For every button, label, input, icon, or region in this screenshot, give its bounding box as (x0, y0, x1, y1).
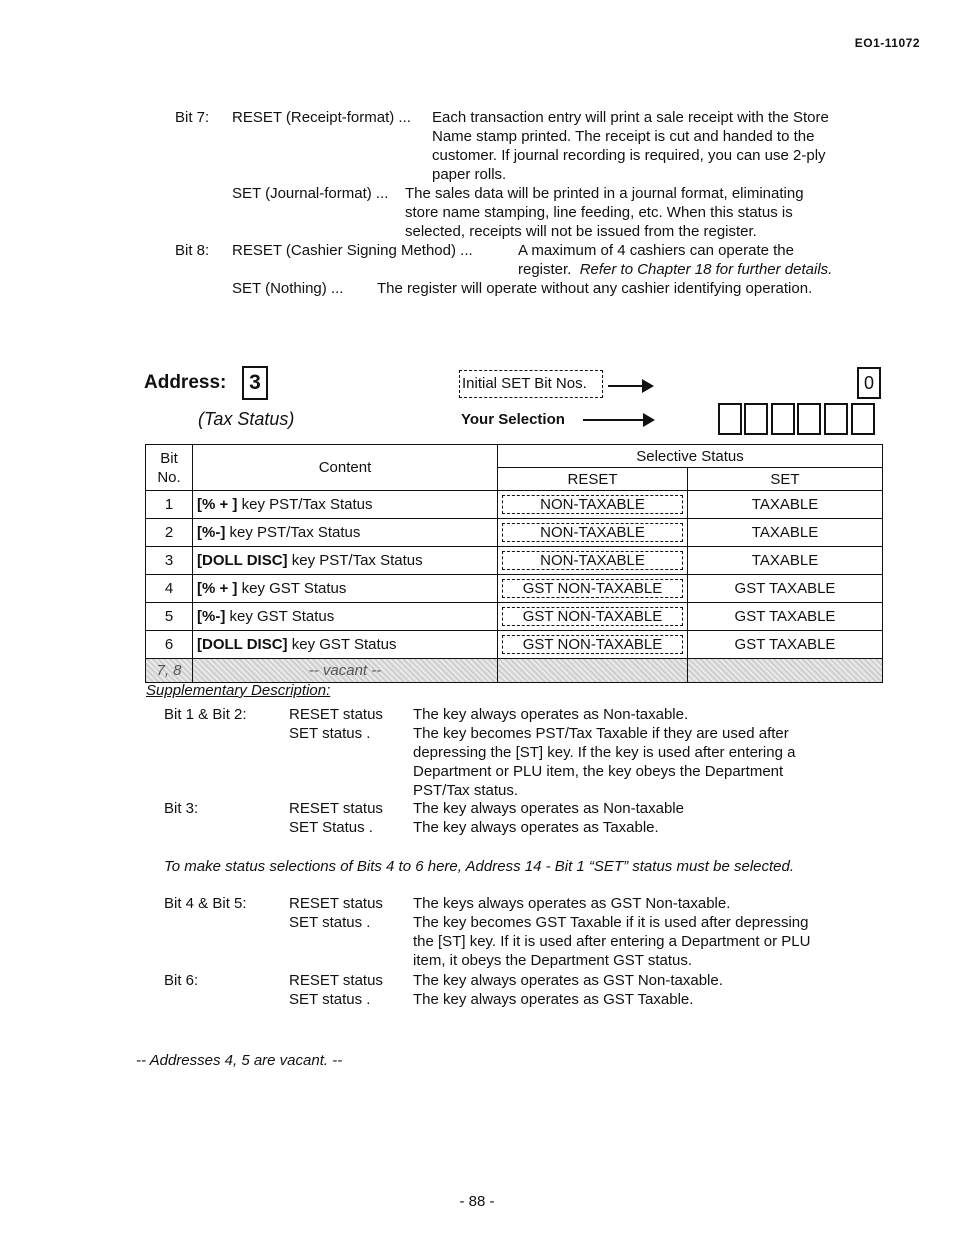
initial-set-label: Initial SET Bit Nos. (459, 370, 603, 398)
supp-b6-label: Bit 6: (164, 972, 199, 989)
bit7-set-line: selected, receipts will not be issued from the register. (405, 223, 757, 240)
row-content (193, 603, 498, 631)
supp-b12-set-line: PST/Tax status. (413, 782, 519, 799)
row-bit-no: 4 (146, 575, 193, 603)
bit8-chapter-ref: Refer to Chapter 18 for further details. (579, 261, 833, 278)
table-row-vacant (146, 659, 883, 683)
row-reset-value: NON-TAXABLE (502, 495, 683, 514)
bit8-reset-line1: A maximum of 4 cashiers can operate the (518, 242, 794, 259)
bit7-set-line: The sales data will be printed in a journal format, eliminating (405, 185, 804, 202)
header-reset: RESET (498, 468, 688, 491)
header-bit-no: Bit No. (146, 445, 193, 491)
vacant-content: -- vacant -- (193, 659, 498, 683)
address-number-box: 3 (242, 366, 268, 400)
selection-box[interactable] (851, 403, 875, 435)
your-selection-arrow-icon (583, 419, 649, 421)
supp-b45-set-desc (413, 913, 869, 970)
row-set-value[interactable]: TAXABLE (688, 491, 883, 519)
row-set-value[interactable]: TAXABLE (688, 547, 883, 575)
row-set-value[interactable]: GST TAXABLE (688, 603, 883, 631)
tax-status-table (145, 444, 883, 683)
table-row (146, 631, 883, 659)
supp-b12-set-line: depressing the [ST] key. If the key is used after entering a (413, 744, 796, 761)
initial-set-arrow-icon (608, 385, 648, 387)
bit7-reset-head: RESET (Receipt-format) ... (232, 109, 411, 126)
bit7-reset-line: Name stamp printed. The receipt is cut and handed to the (432, 128, 815, 145)
supp-b45-set-line: The key becomes GST Taxable if it is used after depressing (413, 914, 809, 931)
row-content (193, 547, 498, 575)
supp-b3-label: Bit 3: (164, 800, 199, 817)
your-selection-label: Your Selection (461, 411, 565, 428)
initial-set-value-box: 0 (857, 367, 881, 399)
selection-box[interactable] (718, 403, 742, 435)
bit8-reset-line2 (518, 260, 872, 279)
row-key-desc: key PST/Tax Status (287, 552, 423, 569)
row-reset-cell[interactable] (498, 631, 688, 659)
row-bit-no: 1 (146, 491, 193, 519)
supp-b3-set: SET Status . (289, 819, 373, 836)
bit7-set-head: SET (Journal-format) ... (232, 185, 389, 202)
supp-b6-reset: RESET status (289, 972, 383, 989)
supp-b12-set-desc (413, 724, 870, 800)
row-key-desc: key PST/Tax Status (225, 524, 361, 541)
bit7-reset-desc (432, 108, 872, 184)
row-content (193, 519, 498, 547)
supp-note: To make status selections of Bits 4 to 6 here, Address 14 - Bit 1 “SET” status must be selected. (164, 858, 795, 875)
bit8-reset-head: RESET (Cashier Signing Method) ... (232, 242, 473, 259)
supp-b45-set-line: item, it obeys the Department GST status. (413, 952, 693, 969)
supp-b45-label: Bit 4 & Bit 5: (164, 895, 247, 912)
supp-b12-reset-text: The key always operates as Non-taxable. (413, 706, 689, 723)
supp-b12-reset: RESET status (289, 706, 383, 723)
row-key-name: [%-] (197, 608, 226, 625)
row-reset-cell[interactable] (498, 575, 688, 603)
page-number: - 88 - (459, 1193, 495, 1210)
table-row (146, 547, 883, 575)
table-row (146, 491, 883, 519)
row-reset-value: GST NON-TAXABLE (502, 579, 683, 598)
row-key-name: [%-] (197, 524, 226, 541)
supp-b6-reset-text: The key always operates as GST Non-taxable. (413, 972, 723, 989)
supp-b12-set: SET status . (289, 725, 371, 742)
row-reset-value: NON-TAXABLE (502, 523, 683, 542)
header-set: SET (688, 468, 883, 491)
selection-box[interactable] (797, 403, 821, 435)
supp-b6-set: SET status . (289, 991, 371, 1008)
row-key-name: [% + ] (197, 580, 238, 597)
selection-box[interactable] (744, 403, 768, 435)
bit8-set-line: The register will operate without any cashier identifying operation. (377, 280, 813, 297)
document-id: EO1-11072 (854, 36, 920, 50)
row-key-name: [% + ] (197, 496, 238, 513)
vacant-set-cell (688, 659, 883, 683)
address-subtitle: (Tax Status) (198, 409, 295, 429)
table-row (146, 603, 883, 631)
table-header-row (146, 445, 883, 468)
row-bit-no: 3 (146, 547, 193, 575)
bit8-reset-desc (518, 241, 872, 279)
row-reset-value: GST NON-TAXABLE (502, 607, 683, 626)
bit7-reset-line: Each transaction entry will print a sale receipt with the Store (432, 109, 829, 126)
vacant-addresses-note: -- Addresses 4, 5 are vacant. -- (136, 1052, 343, 1069)
row-key-desc: key GST Status (237, 580, 347, 597)
table-row (146, 519, 883, 547)
supp-b12-set-line: Department or PLU item, the key obeys the Department (413, 763, 784, 780)
bit7-set-line: store name stamping, line feeding, etc. When this status is (405, 204, 793, 221)
bit7-reset-line: paper rolls. (432, 166, 507, 183)
row-content (193, 491, 498, 519)
row-bit-no: 2 (146, 519, 193, 547)
row-set-value[interactable]: GST TAXABLE (688, 575, 883, 603)
supp-b12-label: Bit 1 & Bit 2: (164, 706, 247, 723)
supp-b3-reset-text: The key always operates as Non-taxable (413, 800, 684, 817)
row-reset-cell[interactable] (498, 603, 688, 631)
row-reset-value: GST NON-TAXABLE (502, 635, 683, 654)
supp-b3-reset: RESET status (289, 800, 383, 817)
bit7-reset-line: customer. If journal recording is required, you can use 2-ply (432, 147, 826, 164)
supp-b12-set-line: The key becomes PST/Tax Taxable if they are used after (413, 725, 789, 742)
supplementary-title: Supplementary Description: (146, 682, 331, 699)
bit8-label: Bit 8: (175, 242, 210, 259)
row-key-desc: key GST Status (287, 636, 397, 653)
supp-b45-set-line: the [ST] key. If it is used after entering a Department or PLU (413, 933, 811, 950)
selection-box[interactable] (824, 403, 848, 435)
row-key-name: [DOLL DISC] (197, 636, 288, 653)
selection-box[interactable] (771, 403, 795, 435)
row-set-value[interactable]: TAXABLE (688, 519, 883, 547)
bit7-label: Bit 7: (175, 109, 210, 126)
header-content: Content (193, 445, 498, 491)
table-row (146, 575, 883, 603)
row-set-value[interactable]: GST TAXABLE (688, 631, 883, 659)
row-bit-no: 6 (146, 631, 193, 659)
header-selective-status: Selective Status (498, 445, 883, 468)
row-bit-no: 5 (146, 603, 193, 631)
row-reset-value: NON-TAXABLE (502, 551, 683, 570)
row-key-desc: key GST Status (225, 608, 335, 625)
supp-b6-set-text: The key always operates as GST Taxable. (413, 991, 694, 1008)
row-key-desc: key PST/Tax Status (237, 496, 373, 513)
supp-b45-reset: RESET status (289, 895, 383, 912)
bit7-set-desc (405, 184, 872, 241)
bit8-set-head: SET (Nothing) ... (232, 280, 344, 297)
bit8-reset-line2-plain: register. (518, 261, 572, 278)
supp-b45-reset-text: The keys always operates as GST Non-taxable. (413, 895, 731, 912)
supp-b3-set-text: The key always operates as Taxable. (413, 819, 659, 836)
row-reset-cell[interactable] (498, 519, 688, 547)
vacant-bit-no: 7, 8 (146, 659, 193, 683)
row-reset-cell[interactable] (498, 547, 688, 575)
vacant-reset-cell (498, 659, 688, 683)
row-content (193, 631, 498, 659)
row-reset-cell[interactable] (498, 491, 688, 519)
row-key-name: [DOLL DISC] (197, 552, 288, 569)
row-content (193, 575, 498, 603)
supp-b45-set: SET status . (289, 914, 371, 931)
address-label: Address: (144, 372, 227, 393)
